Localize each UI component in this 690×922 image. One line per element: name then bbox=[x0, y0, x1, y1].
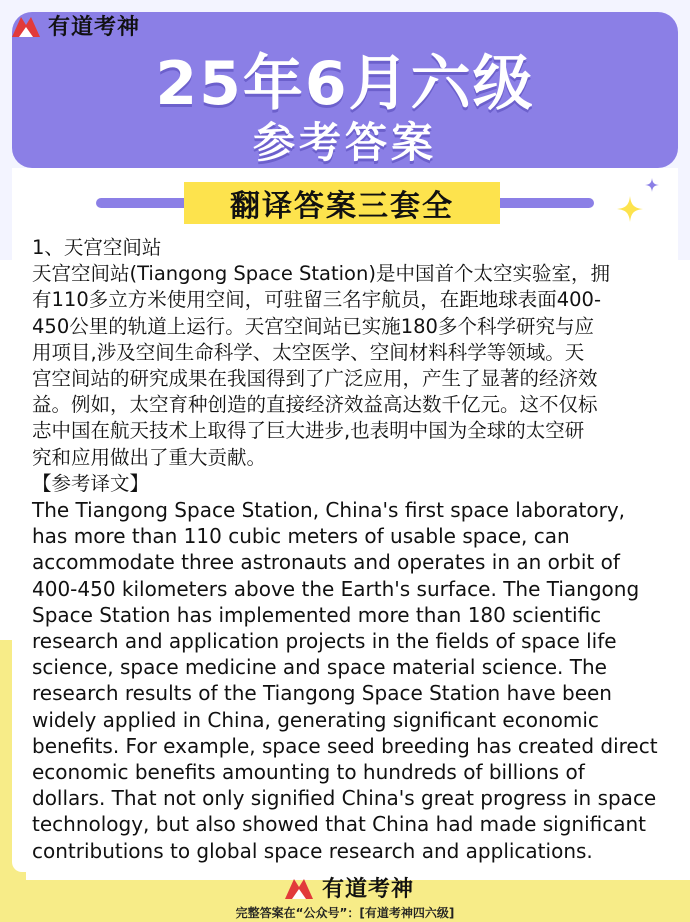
english-line: widely applied in China, generating significant economic bbox=[32, 707, 599, 732]
chinese-line: 450公里的轨道上运行。天宫空间站已实施180多个科学研究与应 bbox=[32, 314, 594, 338]
footer-note: 完整答案在“公众号”：[有道考神四六级] bbox=[235, 906, 455, 920]
footer-brand-name: 有道考神 bbox=[322, 877, 415, 902]
passage-heading: 1、天宫空间站 bbox=[32, 236, 162, 259]
english-line: technology, but also showed that China had made significant bbox=[32, 812, 647, 837]
page-title: 25年6月六级 bbox=[155, 49, 535, 119]
english-line: benefits. For example, space seed breeding has created direct bbox=[32, 733, 658, 758]
sparkle-icon bbox=[617, 196, 643, 222]
chinese-line: 用项目,涉及空间生命科学、太空医学、空间材料科学等领域。天 bbox=[32, 340, 585, 364]
chinese-line: 志中国在航天技术上取得了巨大进步,也表明中国为全球的太空研 bbox=[32, 419, 585, 443]
english-line: 400-450 kilometers above the Earth's surface. The Tiangong bbox=[32, 576, 640, 601]
brand-logo-icon bbox=[282, 875, 316, 901]
english-line: accommodate three astronauts and operates in an orbit of bbox=[32, 550, 620, 575]
brand-logo-icon bbox=[10, 13, 42, 39]
english-line: contributions to global space research and applications. bbox=[32, 838, 593, 863]
translation-label: 【参考译文】 bbox=[32, 471, 150, 495]
brand-name: 有道考神 bbox=[48, 15, 141, 40]
chinese-line: 究和应用做出了重大贡献。 bbox=[32, 445, 267, 469]
english-line: The Tiangong Space Station, China's first space laboratory, bbox=[32, 498, 626, 523]
page-subtitle: 参考答案 bbox=[252, 118, 437, 167]
english-line: Space Station has implemented more than 180 scientific bbox=[32, 602, 602, 627]
chinese-line: 益。例如，太空育种创造的直接经济效益高达数千亿元。这不仅标 bbox=[32, 393, 598, 417]
english-line: research and application projects in the fields of space life bbox=[32, 629, 617, 654]
chinese-line: 天宫空间站(Tiangong Space Station)是中国首个太空实验室，拥 bbox=[32, 262, 610, 286]
english-line: has more than 110 cubic meters of usable space, can bbox=[32, 524, 570, 549]
english-line: research results of the Tiangong Space Station have been bbox=[32, 681, 612, 706]
passage bbox=[32, 235, 662, 864]
banner-line-right bbox=[490, 198, 594, 208]
chinese-line: 宫空间站的研究成果在我国得到了广泛应用，产生了显著的经济效 bbox=[32, 367, 598, 391]
sparkle-small-icon bbox=[645, 178, 659, 192]
english-line: dollars. That not only signified China's great progress in space bbox=[32, 786, 657, 811]
english-line: science, space medicine and space material science. The bbox=[32, 655, 607, 680]
footer-brand bbox=[282, 872, 414, 903]
english-line: economic benefits amounting to hundreds of billions of bbox=[32, 760, 585, 785]
chinese-line: 有110多立方米使用空间，可驻留三名宇航员，在距地球表面400- bbox=[32, 288, 601, 312]
section-banner: 翻译答案三套全 bbox=[184, 182, 500, 224]
